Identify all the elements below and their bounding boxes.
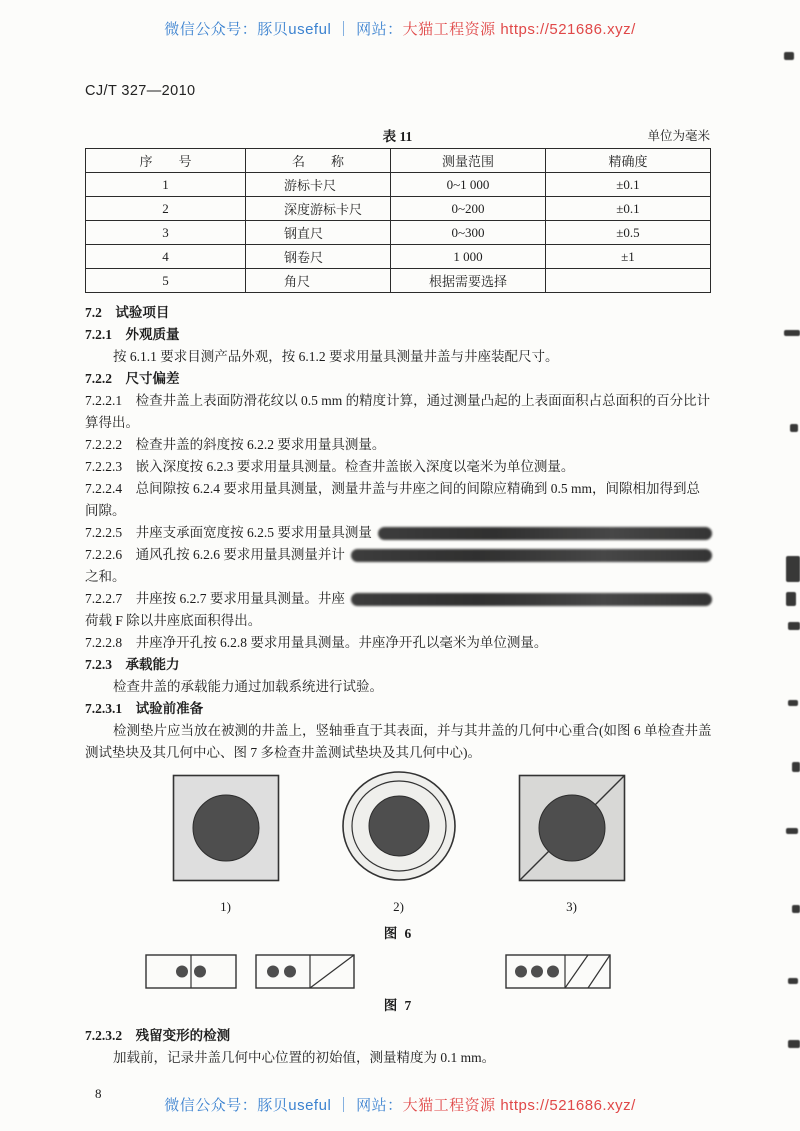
clause-paragraph: 加载前，记录井盖几何中心位置的初始值，测量精度为 0.1 mm。 (113, 1050, 496, 1065)
heading-7-2-1: 7.2.1 外观质量 (85, 327, 180, 342)
cell-name: 深度游标卡尺 (246, 197, 391, 221)
clause-paragraph: 检查井盖的承载能力通过加载系统进行试验。 (113, 679, 383, 694)
wechat-name: 豚贝useful (257, 1097, 332, 1114)
scan-artifact (788, 700, 798, 706)
banner-divider: ｜ (335, 1097, 352, 1114)
scan-smudge (351, 593, 712, 606)
cell-range: 0~200 (391, 197, 546, 221)
col-header-no: 序 号 (86, 149, 246, 173)
cell-no: 2 (86, 197, 246, 221)
scan-artifact (784, 330, 800, 336)
watermark-banner-top (0, 0, 800, 39)
cell-no: 3 (86, 221, 246, 245)
clause-paragraph: 荷载 F 除以井座底面积得出。 (85, 613, 262, 628)
table-row (86, 173, 711, 197)
table-header-row (86, 149, 711, 173)
watermark-banner-bottom (0, 1094, 800, 1115)
cell-range: 0~1 000 (391, 173, 546, 197)
scan-artifact (786, 556, 800, 582)
wechat-label: 微信公众号： (164, 21, 258, 38)
cell-range: 1 000 (391, 245, 546, 269)
measuring-tools-table (85, 148, 711, 293)
figure-6-item-2 (340, 770, 458, 918)
scan-artifact (784, 52, 794, 60)
clause-paragraph: 7.2.2.1 检查井盖上表面防滑花纹以 0.5 mm 的精度计算，通过测量凸起的上表面面积占总面积的百分比计算得出。 (85, 393, 711, 430)
multi-cover-pad-diagram-3 (505, 954, 611, 989)
table-title: 表 11 (382, 129, 413, 144)
wechat-label: 微信公众号： (164, 1097, 258, 1114)
figure-item-label: 2) (393, 899, 404, 914)
figure-6-item-3 (518, 774, 626, 918)
cell-accuracy: ±0.1 (546, 173, 711, 197)
scan-artifact (786, 592, 796, 606)
scan-smudge (378, 527, 712, 540)
cell-accuracy: ±0.1 (546, 197, 711, 221)
scan-artifact (788, 1040, 800, 1048)
clause-paragraph: 检测垫片应当放在被测的井盖上，竖轴垂直于其表面，并与其井盖的几何中心重合(如图 6 单检查井盖测试垫块及其几何中心、图 7 多检查井盖测试垫块及其几何中心)。 (85, 723, 712, 760)
site-name: 大猫工程资源 (402, 21, 496, 38)
cell-no: 1 (86, 173, 246, 197)
cell-name: 角尺 (246, 269, 391, 293)
figure-item-label: 1) (220, 899, 231, 914)
clause-text: 7.2.2.5 井座支承面宽度按 6.2.5 要求用量具测量 (85, 525, 372, 540)
figure-item-label: 3) (566, 899, 577, 914)
scan-smudge (351, 549, 712, 562)
table-unit-note: 单位为毫米 (647, 129, 710, 143)
document-body (85, 302, 712, 1105)
page-number: 8 (95, 1086, 102, 1101)
clause-paragraph: 7.2.2.2 检查井盖的斜度按 6.2.2 要求用量具测量。 (85, 437, 386, 452)
col-header-range: 测量范围 (391, 149, 546, 173)
clause-text: 7.2.2.7 井座按 6.2.7 要求用量具测量。井座 (85, 591, 345, 606)
banner-divider: ｜ (335, 21, 352, 38)
clause-paragraph (85, 544, 712, 566)
scan-artifact (788, 622, 800, 630)
table-title-row (85, 125, 710, 143)
table-row (86, 221, 711, 245)
cell-name: 钢直尺 (246, 221, 391, 245)
cell-range: 根据需要选择 (391, 269, 546, 293)
cell-no: 4 (86, 245, 246, 269)
cell-range: 0~300 (391, 221, 546, 245)
figure-6-item-1 (172, 774, 280, 918)
multi-cover-pad-diagram-2 (255, 954, 355, 989)
square-test-pad-diagram (172, 774, 280, 882)
cell-no: 5 (86, 269, 246, 293)
heading-7-2-3-1: 7.2.3.1 试验前准备 (85, 701, 204, 716)
scan-artifact (786, 828, 798, 834)
clause-paragraph: 之和。 (85, 569, 126, 584)
site-label: 网站： (356, 21, 403, 38)
clause-paragraph (85, 588, 712, 610)
figure-6 (85, 770, 712, 945)
clause-paragraph: 7.2.2.8 井座净开孔按 6.2.8 要求用量具测量。井座净开孔以毫米为单位测量。 (85, 635, 548, 650)
scan-artifact (792, 905, 800, 913)
site-url: https://521686.xyz/ (500, 21, 636, 38)
scan-artifact (792, 762, 800, 772)
table-row (86, 245, 711, 269)
clause-paragraph (85, 522, 712, 544)
cell-accuracy: ±0.5 (546, 221, 711, 245)
heading-7-2-3: 7.2.3 承载能力 (85, 657, 180, 672)
wechat-name: 豚贝useful (257, 21, 332, 38)
square-diagonal-test-pad-diagram (518, 774, 626, 882)
round-test-pad-diagram (340, 770, 458, 882)
table-row (86, 269, 711, 293)
standard-code: CJ/T 327—2010 (85, 83, 196, 99)
col-header-name: 名 称 (246, 149, 391, 173)
table-row (86, 197, 711, 221)
clause-paragraph: 7.2.2.4 总间隙按 6.2.4 要求用量具测量，测量井盖与井座之间的间隙应精确到 0.5 mm，间隙相加得到总间隙。 (85, 481, 701, 518)
clause-paragraph: 按 6.1.1 要求目测产品外观，按 6.1.2 要求用量具测量井盖与井座装配尺寸。 (113, 349, 559, 364)
scan-artifact (788, 978, 798, 984)
cell-accuracy (546, 269, 711, 293)
clause-text: 7.2.2.6 通风孔按 6.2.6 要求用量具测量并计 (85, 547, 345, 562)
site-url: https://521686.xyz/ (500, 1097, 636, 1114)
heading-7-2-2: 7.2.2 尺寸偏差 (85, 371, 180, 386)
heading-7-2-3-2: 7.2.3.2 残留变形的检测 (85, 1028, 231, 1043)
clause-paragraph: 7.2.2.3 嵌入深度按 6.2.3 要求用量具测量。检查井盖嵌入深度以毫米为单位测量。 (85, 459, 575, 474)
cell-accuracy: ±1 (546, 245, 711, 269)
scan-artifact (790, 424, 798, 432)
cell-name: 游标卡尺 (246, 173, 391, 197)
figure-7-caption: 图 7 (383, 998, 414, 1013)
figure-7-strip (85, 954, 712, 990)
cell-name: 钢卷尺 (246, 245, 391, 269)
figure-6-caption: 图 6 (383, 926, 414, 941)
multi-cover-pad-diagram-1 (145, 954, 237, 989)
site-label: 网站： (356, 1097, 403, 1114)
site-name: 大猫工程资源 (402, 1097, 496, 1114)
figure-7 (85, 954, 712, 1017)
col-header-accuracy: 精确度 (546, 149, 711, 173)
heading-7-2: 7.2 试验项目 (85, 305, 170, 320)
